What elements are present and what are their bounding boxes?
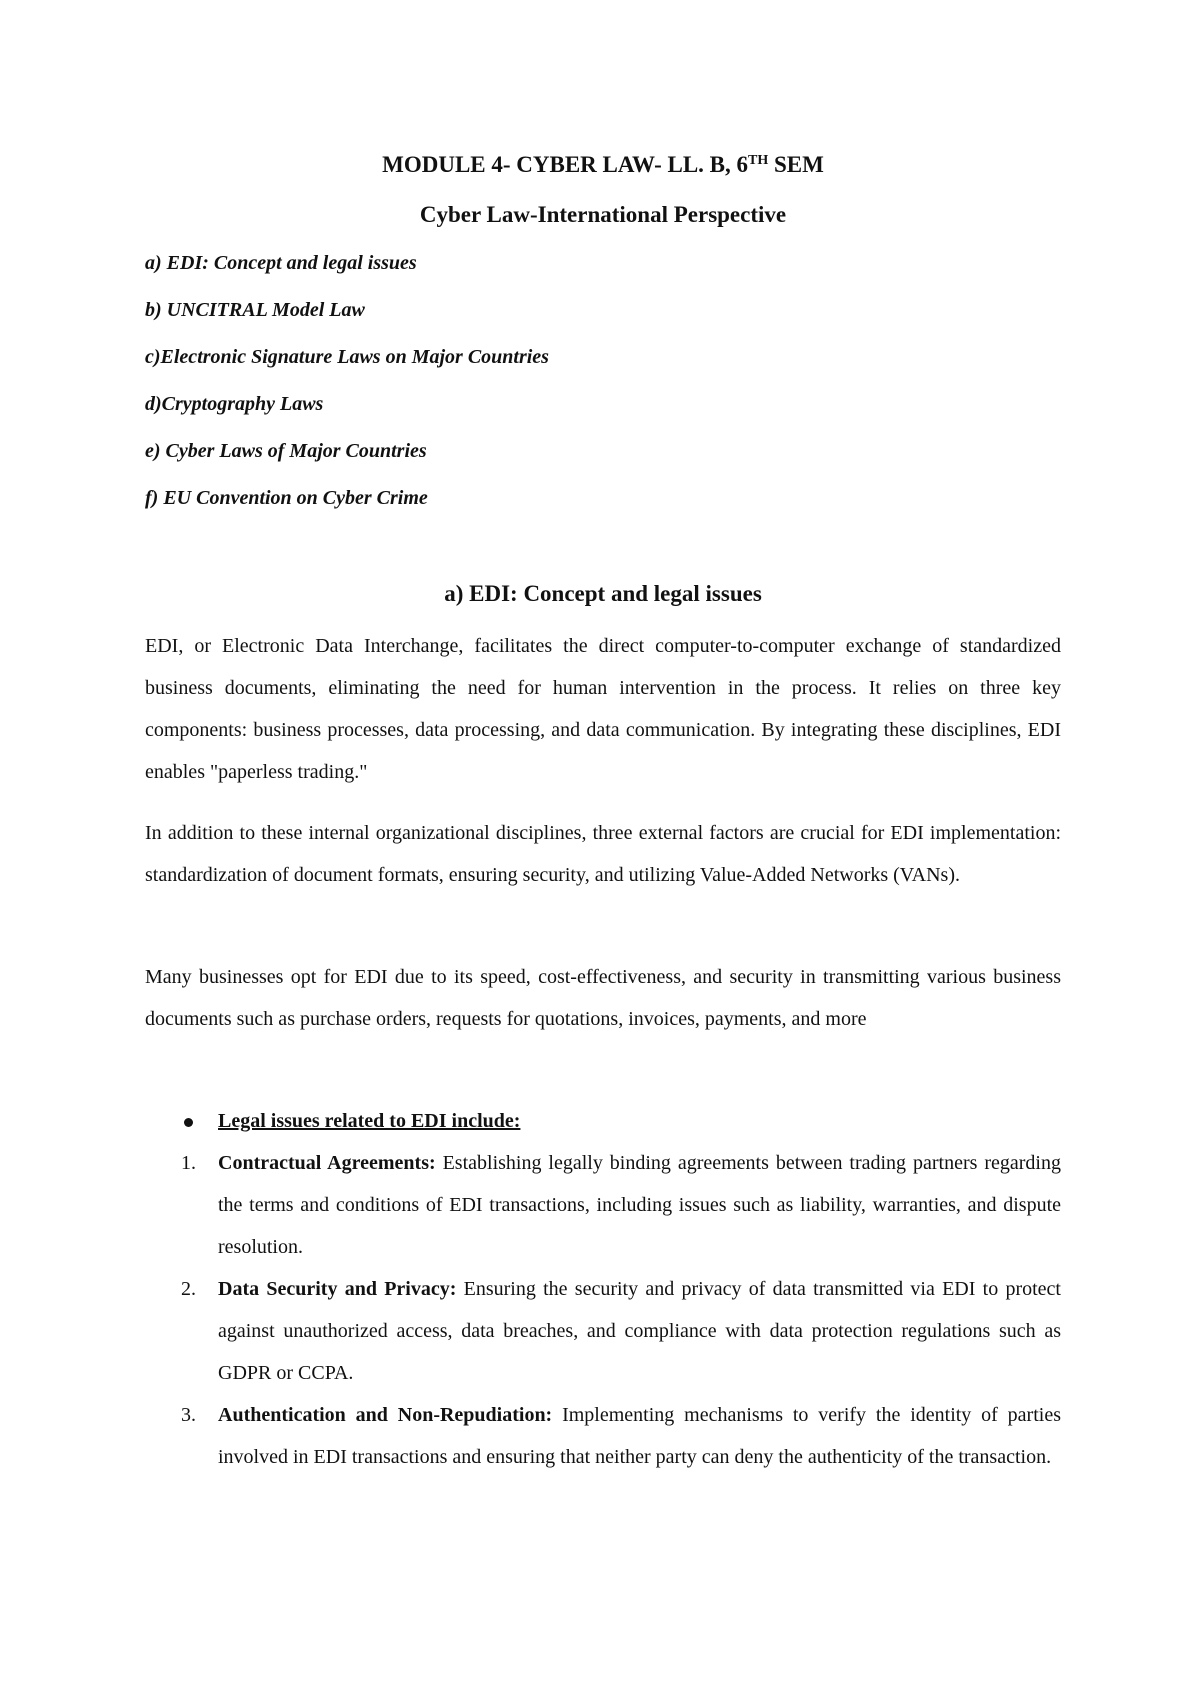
list-number: 1.	[181, 1152, 196, 1174]
topic-item: e) Cyber Laws of Major Countries	[145, 440, 427, 462]
list-item	[145, 1394, 1061, 1478]
section-heading: a) EDI: Concept and legal issues	[444, 581, 762, 606]
topic-item: d)Cryptography Laws	[145, 393, 324, 415]
list-item	[145, 1142, 1061, 1268]
title-end: SEM	[768, 152, 824, 177]
topic-list	[145, 248, 549, 530]
issue-term: Contractual Agreements:	[218, 1152, 436, 1174]
paragraph: Many businesses opt for EDI due to its speed, cost-effectiveness, and security in transmitting various business documents such as purchase orders, requests for quotations, invoices, payments, and more	[145, 966, 1061, 1030]
issue-text: Implementing mechanisms to verify the identity of parties involved in EDI transactions and ensuring that neither party can deny the authenticity of the transaction.	[218, 1404, 1061, 1468]
topic-item: f) EU Convention on Cyber Crime	[145, 487, 428, 509]
legal-issues-list	[145, 1142, 1061, 1478]
page-title	[145, 150, 1061, 180]
title-superscript: TH	[748, 153, 769, 168]
paragraph: EDI, or Electronic Data Interchange, facilitates the direct computer-to-computer exchange of standardized business documents, eliminating the need for human intervention in the process. It relies on three key components: business processes, data processing, and data communication. By integrating these disciplines, EDI enables "paperless trading."	[145, 635, 1061, 783]
topic-item: a) EDI: Concept and legal issues	[145, 252, 417, 274]
page-subtitle: Cyber Law-International Perspective	[419, 202, 787, 227]
bullet-icon	[184, 1118, 193, 1127]
topic-item: c)Electronic Signature Laws on Major Countries	[145, 346, 549, 368]
bullet-heading-text: Legal issues related to EDI include:	[218, 1110, 521, 1132]
topic-item: b) UNCITRAL Model Law	[145, 299, 365, 321]
list-number: 3.	[181, 1404, 196, 1426]
issue-term: Data Security and Privacy:	[218, 1278, 457, 1300]
list-item	[145, 1268, 1061, 1394]
issue-text: Ensuring the security and privacy of data transmitted via EDI to protect against unauthorized access, data breaches, and compliance with data protection regulations such as GDPR or CCPA.	[218, 1278, 1061, 1384]
list-number: 2.	[181, 1278, 196, 1300]
issue-text: Establishing legally binding agreements between trading partners regarding the terms and conditions of EDI transactions, including issues such as liability, warranties, and dispute resolution.	[218, 1152, 1061, 1258]
title-main: MODULE 4- CYBER LAW- LL. B, 6	[382, 152, 749, 177]
issue-term: Authentication and Non-Repudiation:	[218, 1404, 553, 1426]
paragraph: In addition to these internal organizational disciplines, three external factors are crucial for EDI implementation: standardization of document formats, ensuring security, and utilizing Value-Added Networks (VANs).	[145, 822, 1061, 886]
